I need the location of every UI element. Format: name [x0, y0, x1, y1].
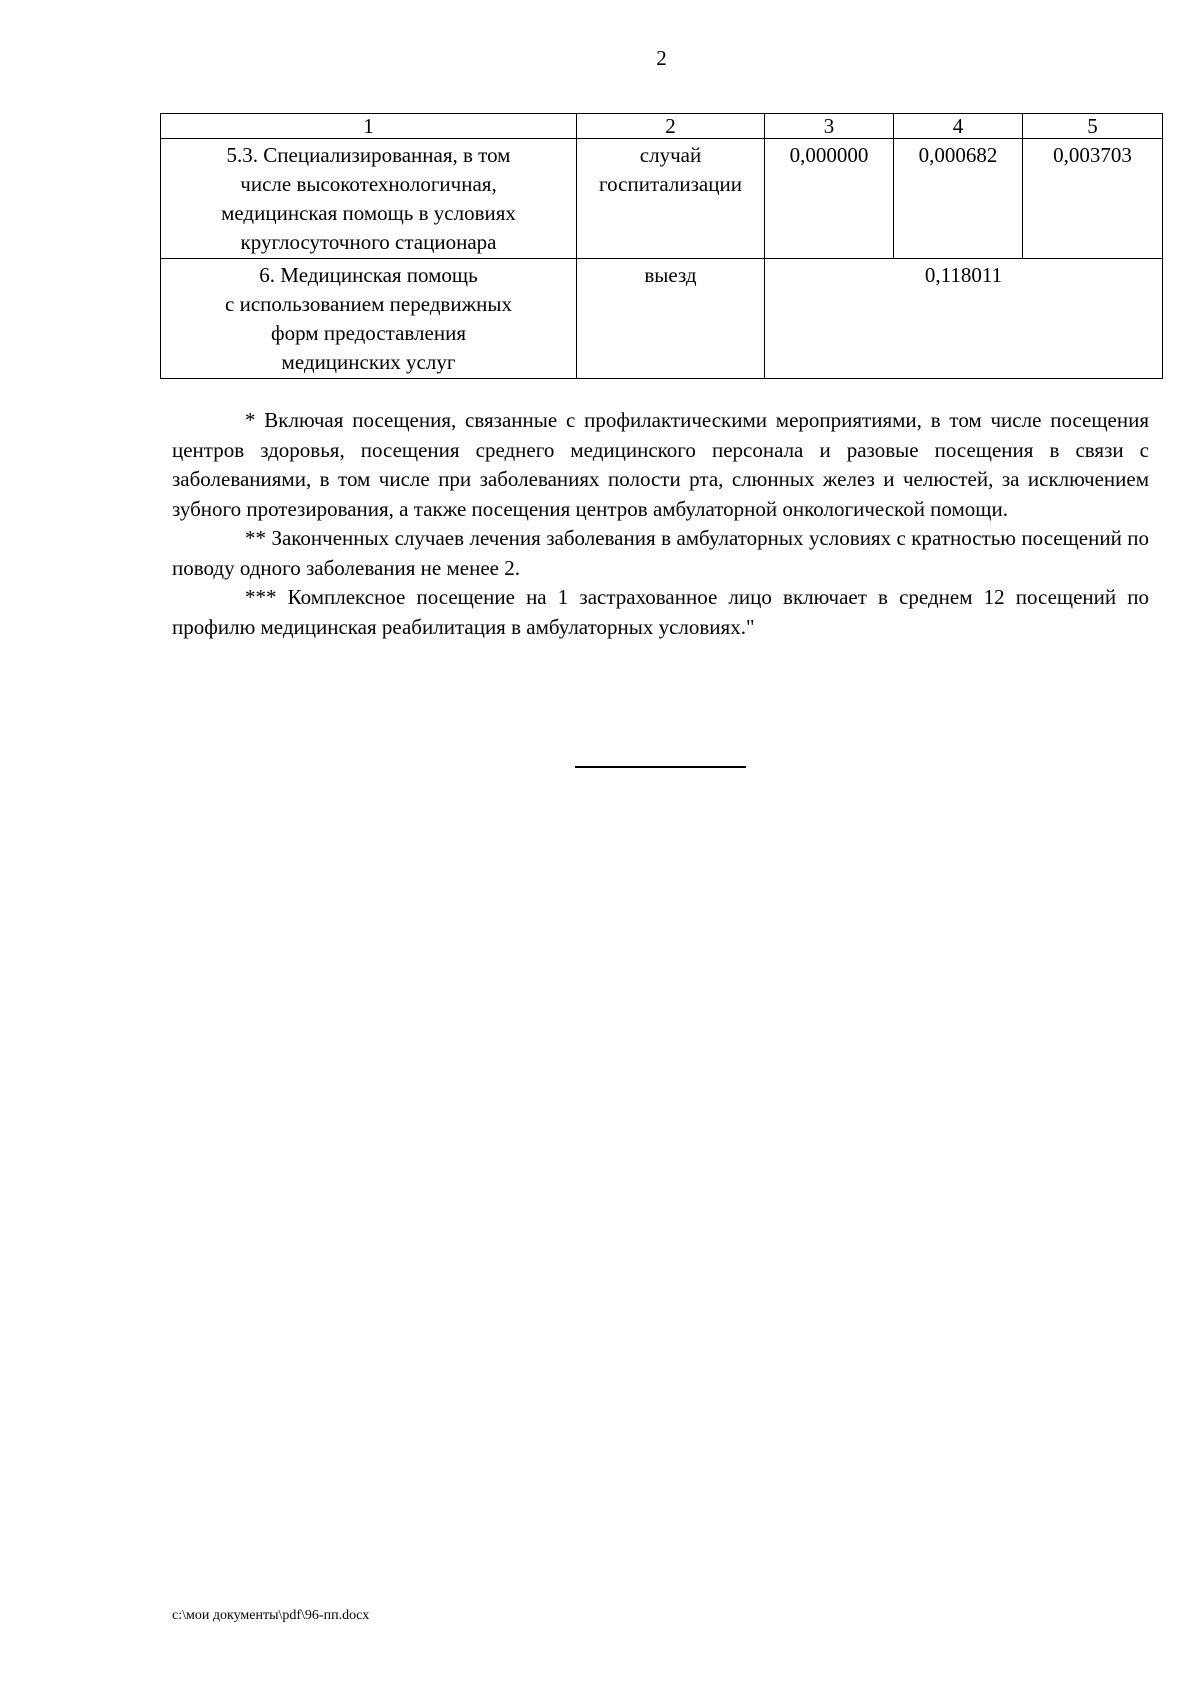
row-name-line: форм предоставления — [271, 321, 466, 345]
row-unit-cell — [577, 139, 765, 259]
row-name-line: с использованием передвижных — [225, 292, 512, 316]
row-unit-cell — [577, 259, 765, 379]
footer-file-path: c:\мои документы\pdf\96-пп.docx — [172, 1608, 370, 1623]
row-name-cell — [161, 139, 577, 259]
row-name-line: числе высокотехнологичная, — [240, 172, 497, 196]
header-cell-col2: 2 — [577, 114, 765, 139]
row-name-cell — [161, 259, 577, 379]
table-row — [161, 139, 1163, 259]
footnote-2: ** Законченных случаев лечения заболевания в амбулаторных условиях с кратностью посещений по поводу одного заболевания не менее 2. — [172, 526, 1149, 580]
row-name-line: 5.3. Специализированная, в том — [226, 143, 511, 167]
row-name-line: медицинских услуг — [281, 350, 456, 374]
header-cell-col5: 5 — [1023, 114, 1163, 139]
header-cell-col3: 3 — [765, 114, 894, 139]
footnote-3: *** Комплексное посещение на 1 застрахованное лицо включает в среднем 12 посещений по профилю медицинская реабилитация в амбулаторных условиях." — [172, 585, 1149, 639]
footnote-1: * Включая посещения, связанные с профилактическими мероприятиями, в том числе посещения центров здоровья, посещения среднего медицинского персонала и разовые посещения в связи с заболеваниями, в том числе при заболеваниях полости рта, слюнных желез и челюстей, за исключением зубного протезирования, а также посещения центров амбулаторной онкологической помощи. — [172, 408, 1149, 521]
end-divider-line — [575, 766, 746, 768]
row-unit-line: случай — [639, 143, 702, 167]
header-cell-col1: 1 — [161, 114, 577, 139]
row-value-col4: 0,000682 — [894, 139, 1023, 259]
row-unit-line: госпитализации — [599, 172, 742, 196]
table-header-row — [161, 114, 1163, 139]
row-unit-line: выезд — [644, 263, 697, 287]
row-merged-value: 0,118011 — [765, 259, 1163, 379]
row-name-line: медицинская помощь в условиях — [221, 201, 516, 225]
page-number: 2 — [656, 46, 667, 70]
table-row — [161, 259, 1163, 379]
data-table — [160, 113, 1163, 379]
row-value-col3: 0,000000 — [765, 139, 894, 259]
footnotes — [172, 406, 1149, 642]
header-cell-col4: 4 — [894, 114, 1023, 139]
row-name-line: круглосуточного стационара — [240, 230, 497, 254]
row-name-line: 6. Медицинская помощь — [259, 263, 478, 287]
row-value-col5: 0,003703 — [1023, 139, 1163, 259]
